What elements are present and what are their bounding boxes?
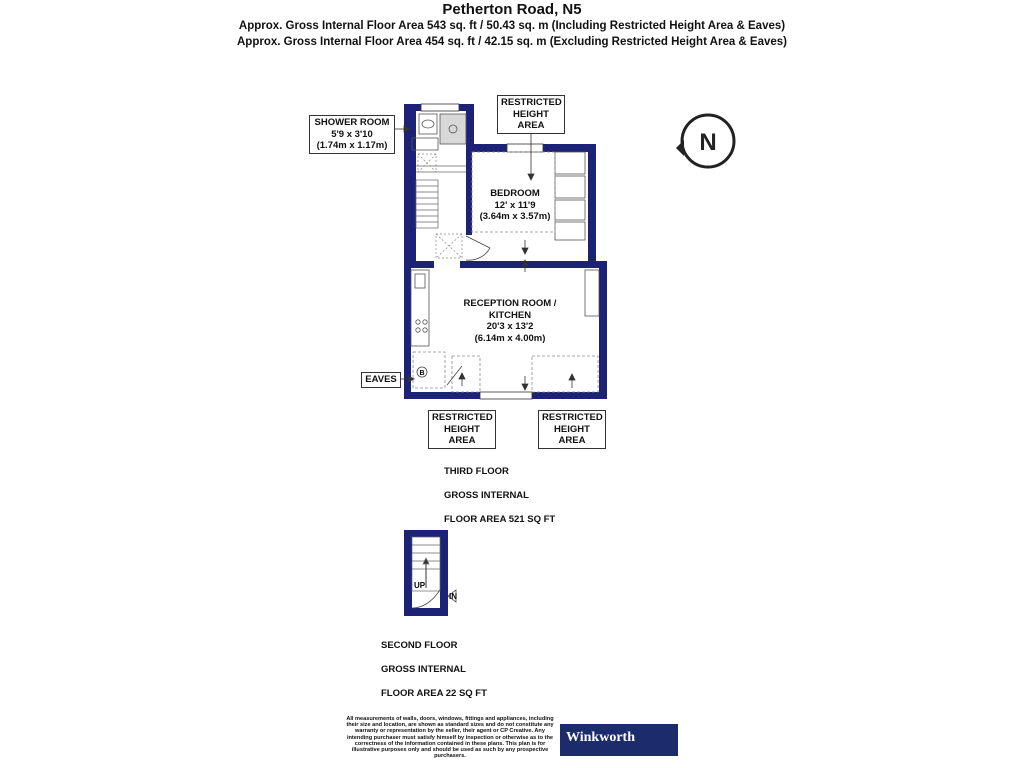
restricted-line2: HEIGHT: [554, 423, 590, 435]
restricted-line2: HEIGHT: [444, 423, 480, 435]
bedroom-label: [474, 188, 556, 223]
eaves-label: EAVES: [361, 372, 401, 388]
second-floor-line1: SECOND FLOOR: [381, 640, 458, 651]
area-excluding-line: Approx. Gross Internal Floor Area 454 sq. ft / 42.15 sq. m (Excluding Restricted Height Area & Eaves): [236, 36, 788, 48]
third-floor-line1: THIRD FLOOR: [444, 466, 509, 477]
third-floor-line2: GROSS INTERNAL: [444, 490, 529, 501]
shower-fixtures: [412, 114, 466, 150]
bedroom-name: BEDROOM: [490, 188, 540, 199]
shower-room-size-metric: (1.74m x 1.17m): [316, 140, 388, 151]
restricted-line2: HEIGHT: [513, 108, 549, 120]
restricted-line1: RESTRICTED: [542, 412, 603, 423]
compass-icon: [676, 115, 734, 167]
restricted-height-label-bottom-left: [428, 410, 496, 449]
restricted-line1: RESTRICTED: [501, 97, 562, 108]
restricted-line1: RESTRICTED: [432, 412, 493, 423]
wall: [588, 144, 596, 264]
restricted-height-label-bottom-right: [538, 410, 606, 449]
shower-room-size-imperial: 5'9 x 3'10: [331, 128, 373, 140]
reception-size-metric: (6.14m x 4.00m): [474, 332, 546, 344]
shower-room-name: SHOWER ROOM: [314, 117, 390, 128]
area-including-line: Approx. Gross Internal Floor Area 543 sq. ft / 50.43 sq. m (Including Restricted Height Area & Eaves): [238, 20, 786, 32]
wall: [460, 261, 606, 268]
bedroom-door: [466, 236, 490, 260]
bedroom-size-metric: (3.64m x 3.57m): [479, 211, 551, 222]
third-floor-line3: FLOOR AREA 521 SQ FT: [444, 514, 556, 525]
plan-title: Petherton Road, N5: [442, 1, 582, 18]
restricted-line3: AREA: [448, 435, 476, 446]
disclaimer-text: All measurements of walls, doors, windows, fittings and appliances, including their size and location, are shown as standard sizes and do not constitute any warranty or representation by the seller, their agent or CP Creative. Any intending purchaser must satisfy himself by inspection or otherwise as to the correctness of the information contained in these plans. This plan is for illustrative purposes only and should be used as such by any prospective purchasers.: [346, 716, 554, 760]
restricted-height-label-top: [497, 95, 565, 134]
wall: [404, 225, 416, 265]
restricted-line3: AREA: [517, 120, 545, 131]
wardrobes: [555, 152, 585, 240]
roof-lights: [418, 154, 462, 258]
second-floor-line3: FLOOR AREA 22 SQ FT: [381, 688, 487, 699]
stairs-up-label: UP: [414, 581, 426, 590]
restricted-line3: AREA: [558, 435, 586, 446]
reception-name-line2: KITCHEN: [488, 309, 532, 321]
reception-size-imperial: 20'3 x 13'2: [486, 321, 534, 332]
restricted-arrows: [394, 126, 575, 390]
second-floor-line2: GROSS INTERNAL: [381, 664, 466, 675]
shower-room-label: [309, 115, 395, 154]
third-floor-walls: [404, 104, 607, 399]
entrance-label: IN: [449, 592, 457, 601]
bedroom-size-imperial: 12' x 11'9: [494, 199, 536, 211]
stairs: [416, 166, 466, 228]
third-floor-area: [444, 454, 555, 538]
winkworth-logo: Winkworth: [560, 724, 678, 756]
wall: [599, 261, 607, 399]
compass-letter: N: [699, 129, 717, 156]
second-floor-area: [381, 628, 487, 712]
boiler-symbol: B: [419, 370, 425, 377]
reception-kitchen-label: [452, 298, 568, 344]
wall: [466, 150, 472, 235]
reception-name-line1: RECEPTION ROOM /: [463, 298, 557, 309]
